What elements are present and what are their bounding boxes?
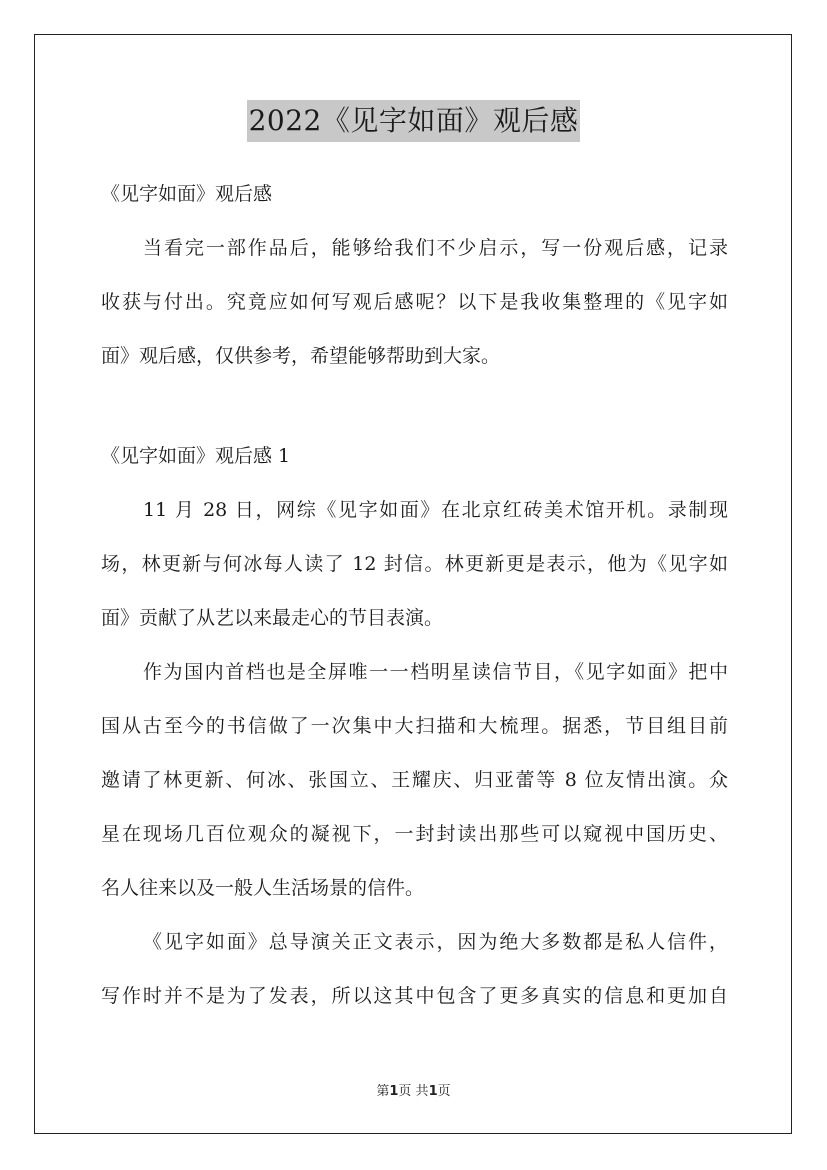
paragraph-2-line-1: 作为国内首档也是全屏唯一一档明星读信节目，《见字如面》把中 xyxy=(143,661,728,683)
title-wrapper xyxy=(0,100,827,142)
paragraph-1-line-1: 11 月 28 日，网综《见字如面》在北京红砖美术馆开机。录制现 xyxy=(143,499,728,521)
paragraph-3-line-1: 《见字如面》总导演关正文表示，因为绝大多数都是私人信件， xyxy=(143,931,728,953)
current-page-number: 1 xyxy=(389,1084,399,1099)
page-suffix: 页 xyxy=(437,1084,451,1099)
document-body xyxy=(101,171,728,1027)
paragraph-3-line-2: 写作时并不是为了发表，所以这其中包含了更多真实的信息和更加自 xyxy=(101,985,728,1007)
page-footer xyxy=(0,1082,827,1102)
intro-line-2: 收获与付出。究竟应如何写观后感呢？以下是我收集整理的《见字如 xyxy=(101,291,728,313)
total-page-number: 1 xyxy=(428,1084,438,1099)
paragraph-2-line-5: 名人往来以及一般人生活场景的信件。 xyxy=(101,877,425,899)
paragraph-gap xyxy=(101,387,728,433)
subtitle-line: 《见字如面》观后感 xyxy=(101,183,273,205)
paragraph-2-line-3: 邀请了林更新、何冰、张国立、王耀庆、归亚蕾等 8 位友情出演。众 xyxy=(101,769,728,791)
section-heading: 《见字如面》观后感 1 xyxy=(101,445,291,467)
document-title: 2022《见字如面》观后感 xyxy=(247,100,581,142)
intro-line-3: 面》观后感，仅供参考，希望能够帮助到大家。 xyxy=(101,345,501,367)
page-prefix: 第 xyxy=(376,1084,390,1099)
paragraph-1-line-3: 面》贡献了从艺以来最走心的节目表演。 xyxy=(101,607,444,629)
page-mid-text: 页 共 xyxy=(398,1084,429,1099)
intro-line-1: 当看完一部作品后，能够给我们不少启示，写一份观后感，记录 xyxy=(143,237,728,259)
paragraph-2-line-2: 国从古至今的书信做了一次集中大扫描和大梳理。据悉，节目组目前 xyxy=(101,715,728,737)
paragraph-2-line-4: 星在现场几百位观众的凝视下，一封封读出那些可以窥视中国历史、 xyxy=(101,823,728,845)
paragraph-1-line-2: 场，林更新与何冰每人读了 12 封信。林更新更是表示，他为《见字如 xyxy=(101,553,728,575)
